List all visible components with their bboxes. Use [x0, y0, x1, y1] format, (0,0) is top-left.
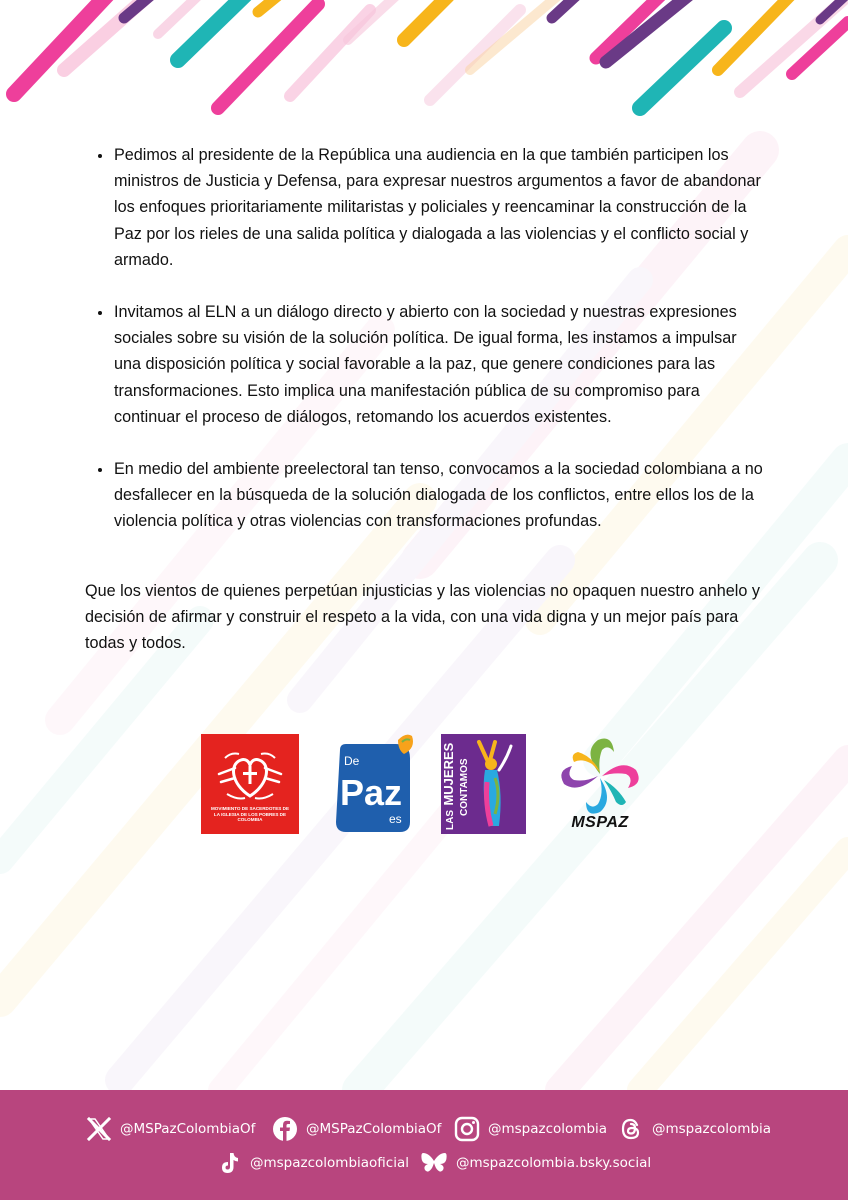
depaz-top-text: De — [344, 754, 360, 768]
social-tiktok[interactable] — [216, 1150, 409, 1176]
threads-icon — [618, 1116, 644, 1142]
mspaz-wordmark: MSPAZ — [571, 814, 629, 831]
list-item: Pedimos al presidente de la República una audiencia en la que también participen los ministros de Justicia y Defensa, para expresar nuestros argumentos a favor de abandonar los enfoques prioritariamente militaristas y policiales y reencaminar la construcción de la Paz por los rieles de una salida política y dialogada a las violencias y el conflicto social y armado. — [94, 142, 768, 273]
social-threads-handle: @mspazcolombia — [652, 1121, 772, 1137]
social-x[interactable] — [86, 1116, 255, 1142]
mujeres-main-text: MUJERES — [441, 742, 456, 806]
instagram-icon — [454, 1116, 480, 1142]
depaz-main-text: Paz — [340, 772, 403, 813]
social-x-handle: @MSPazColombiaOf — [120, 1121, 256, 1137]
social-instagram-handle: @mspazcolombia — [488, 1121, 608, 1137]
depaz-logo — [334, 732, 418, 834]
x-icon — [86, 1116, 112, 1142]
depaz-bottom-text: es — [389, 812, 402, 826]
sacerdotes-caption: MOVIMIENTO DE SACERDOTES DE LA IGLESIA DE LOS POBRES DE COLOMBIA — [210, 806, 290, 823]
demands-list — [94, 142, 768, 561]
social-tiktok-handle: @mspazcolombiaoficial — [250, 1155, 410, 1171]
list-item: Invitamos al ELN a un diálogo directo y abierto con la sociedad y nuestras expresiones sociales sobre su visión de la solución política. De igual forma, les instamos a impulsar una disposición política y social favorable a la paz, que genere condiciones para las transformaciones. Esto implica una manifestación pública de su compromiso para continuar el proceso de diálogos, retomando los acuerdos existentes. — [94, 299, 768, 430]
closing-paragraph: Que los vientos de quienes perpetúan injusticias y las violencias no opaquen nuestro anhelo y decisión de afirmar y construir el respeto a la vida, con una vida digna y un mejor país para todas y todos. — [85, 582, 760, 653]
social-bluesky-handle: @mspazcolombia.bsky.social — [456, 1155, 652, 1171]
social-footer — [0, 1090, 848, 1200]
list-item: En medio del ambiente preelectoral tan tenso, convocamos a la sociedad colombiana a no desfallecer en la búsqueda de la solución dialogada de los conflictos, entre ellos los de la violencia política y otras violencias con transformaciones profundas. — [94, 456, 768, 535]
bluesky-butterfly-icon — [420, 1150, 448, 1176]
social-facebook-handle: @MSPazColombiaOf — [306, 1121, 442, 1137]
sacerdotes-logo — [201, 734, 299, 834]
tiktok-icon — [216, 1150, 242, 1176]
social-threads[interactable] — [618, 1116, 771, 1142]
partner-logos — [0, 732, 848, 836]
facebook-icon — [272, 1116, 298, 1142]
social-facebook[interactable] — [272, 1116, 441, 1142]
social-bluesky[interactable] — [420, 1150, 651, 1176]
mujeres-las-text: LAS — [445, 810, 456, 830]
mspaz-logo — [552, 732, 648, 836]
mujeres-contamos-text: CONTAMOS — [459, 758, 470, 816]
mujeres-contamos-logo — [441, 734, 526, 834]
social-instagram[interactable] — [454, 1116, 607, 1142]
